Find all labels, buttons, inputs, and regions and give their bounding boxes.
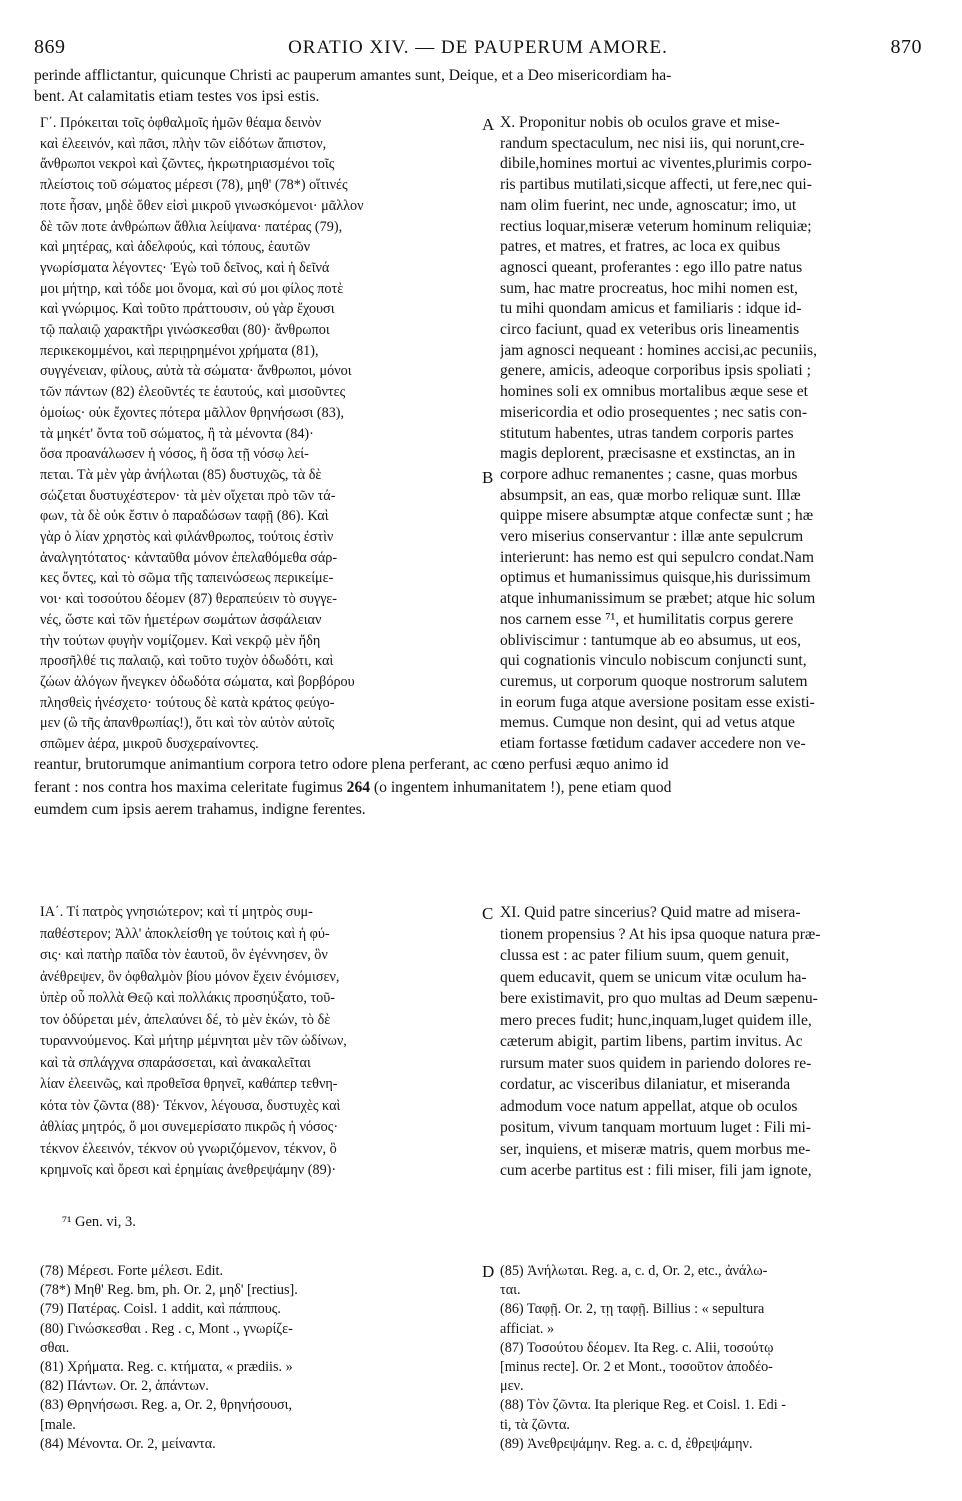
note-line: (80) Γινώσκεσθαι . Reg . c, Mont ., γνωρίζε- (40, 1320, 293, 1337)
latin-text-line: nos carnem esse ⁷¹, et humilitatis corpus gerere (500, 610, 794, 628)
greek-text-line: σις· καὶ πατὴρ παῖδα τὸν ἑαυτοῦ, ὃν ἐγέννησεν, ὃν (40, 947, 328, 963)
latin-column-section-x (500, 113, 924, 755)
greek-text-line: τον ὀδύρεται μέν, ἀπελαύνει δέ, τὸ μὲν ἑκών, τὸ δὲ (40, 1011, 331, 1028)
greek-text-line: ἀνέθρεψεν, ὃν ὀφθαλμὸν βίου μόνον ἔχειν ἐνόμισεν, (40, 968, 340, 985)
opening-paragraph (34, 66, 922, 107)
latin-text-line: tu mihi quondam amicus et familiaris : idque id- (500, 300, 802, 318)
text-line: bent. At calamitatis etiam testes vos ipsi estis. (34, 87, 320, 105)
greek-text-line: ζώων ἀλόγων ἤνεγκεν ὀδωδότα σώματα, καὶ βορβόρου (40, 673, 355, 690)
note-line: (83) Θρηνήσωσι. Reg. a, Or. 2, θρηνήσουσι, (40, 1397, 293, 1414)
note-line: μεν. (500, 1378, 524, 1395)
latin-text-line: in eorum fuga atque aversione positam esse existi- (500, 693, 815, 711)
latin-text-line: patres, et matres, et fratres, ac loca ex quibus (500, 238, 781, 256)
greek-text-line: ἄνθρωποι νεκροὶ καὶ ζῶντες, ἠκρωτηριασμένοι τοῖς (40, 156, 335, 173)
greek-text-line: γνωρίσματα λέγοντες· Ἐγὼ τοῦ δεῖνος, καὶ ἡ δεῖνά (40, 259, 330, 276)
latin-text-line: cum acerbe partitus est : fili miser, fili jam ignote, (500, 1162, 812, 1179)
greek-text-line: καὶ γνώριμος. Καὶ τοῦτο πράττουσιν, οὐ γὰρ ἔχουσι (40, 301, 335, 318)
latin-text-line: misericordia et odio prosequentes ; nec satis con- (500, 403, 808, 421)
latin-text-line: jam agnosci nequeant : homines accisi,ac pecuniis, (500, 341, 817, 359)
greek-text-line: καὶ μητέρας, καὶ ἀδελφούς, καὶ τόπους, ἑαυτῶν (40, 239, 311, 256)
greek-text-line: τῶν πάντων (82) ἐλεοῦντές τε ἑαυτούς, καὶ μισοῦντες (40, 384, 346, 401)
note-line: (87) Τοσούτου δέομεν. Ita Reg. c. Alii, τοσούτῳ (500, 1339, 774, 1356)
greek-text-line: γὰρ ὁ λίαν χρηστὸς καὶ φιλάνθρωπος, τούτοις ἐστὶν (40, 529, 334, 546)
greek-text-line: φων, τὰ δὲ οὐκ ἔστιν ὁ παραδώσων ταφῇ (86). Καὶ (40, 508, 329, 525)
text-line (34, 777, 922, 800)
note-line: (88) Τὸν ζῶντα. Ita plerique Reg. et Coisl. 1. Edi - (500, 1397, 786, 1414)
note-line: [male. (40, 1416, 76, 1433)
latin-text-line: cordatur, ac visceribus dilaniatur, et miseranda (500, 1076, 791, 1093)
greek-text-line: πλείστοις τοῦ σώματος μέρεσι (78), μηθ' (78*) οἵτινές (40, 177, 348, 194)
greek-text-line: καὶ ἐλεεινόν, καὶ πᾶσι, πλὴν τῶν εἰδότων ἄπιστον, (40, 135, 327, 152)
greek-text-line: πλησθεὶς ἠνέσχετο· τούτους δὲ κατὰ κράτος φεύγο- (40, 694, 335, 711)
greek-text-line: προσῆλθέ τις παλαιῷ, καὶ τοῦτο τυχὸν ὀδωδότι, καὶ (40, 653, 334, 670)
note-line: afficiat. » (500, 1320, 555, 1337)
latin-text-line: X. Proponitur nobis ob oculos grave et mise- (500, 114, 780, 131)
note-line: ti, τὰ ζῶντα. (500, 1416, 570, 1433)
margin-letter-a: A (482, 115, 495, 134)
latin-text-line: rectius loquar,miseræ veterum hominum reliquiæ; (500, 217, 812, 235)
latin-text-line: tionem propensius ? At his ipsa quoque natura præ- (500, 925, 821, 943)
note-line: (85) Ἀνήλωται. Reg. a, c. d, Or. 2, etc., ἀνάλω- (500, 1263, 768, 1279)
latin-text-line: positum, vivum tanquam mortuum luget : Fili mi- (500, 1119, 811, 1136)
latin-text-line: memus. Cumque non desint, qui ad vetus atque (500, 714, 795, 732)
greek-column-section-xi (40, 902, 478, 1182)
text-span: (o ingentem inhumanitatem !), pene etiam quod (370, 778, 672, 796)
margin-letter-c: C (482, 904, 494, 923)
latin-text-line: admodum voce natum appellat, atque ob oculos (500, 1097, 798, 1115)
latin-text-line: nam olim fuerint, nec unde, agnoscatur; imo, ut (500, 196, 797, 214)
running-header (34, 36, 922, 62)
greek-text-line: καὶ τὰ σπλάγχνα σπαράσσεται, καὶ ἀνακαλεῖται (40, 1054, 311, 1071)
latin-text-line: curemus, ut corporum quoque nostrorum salutem (500, 672, 808, 690)
greek-text-line: συγγένειαν, φίλους, αὐτὰ τὰ σώματα· ἄνθρωποι, μόνοι (40, 363, 352, 380)
greek-text-line: κρημνοῖς καὶ ὄρεσι καὶ ἐρημίαις ἀνεθρεψάμην (89)· (40, 1162, 337, 1178)
latin-text-line: atque inhumanissimum se præbet; atque hic solum (500, 590, 816, 608)
latin-text-line: mero preces fudit; hunc,inquam,luget quidem ille, (500, 1011, 812, 1029)
text-line: perinde afflictantur, quicunque Christi ac pauperum amantes sunt, Deique, et a Deo misericordiam ha- (34, 67, 672, 84)
latin-text-line: magis deplorent, præcisasne et exstinctas, an in (500, 445, 796, 463)
note-line: (78*) Μηθ' Reg. bm, ph. Or. 2, μηδ' [rectius]. (40, 1282, 298, 1299)
margin-letter-b: B (482, 468, 494, 487)
greek-text-line: νές, ὥστε καὶ τῶν ἡμετέρων σωμάτων ἀσφάλειαν (40, 611, 322, 628)
latin-text-line: genere, amicis, adeoque corporibus ipsis spoliati ; (500, 362, 811, 380)
greek-column-section-x (40, 113, 478, 755)
greek-text-line: ΙΑ΄. Τί πατρὸς γνησιώτερον; καὶ τί μητρὸς συμ- (40, 904, 313, 920)
latin-text-line: XI. Quid patre sincerius? Quid matre ad misera- (500, 904, 801, 921)
critical-notes-left (40, 1262, 480, 1454)
text-line: eumdem cum ipsis aerem trahamus, indigne ferentes. (34, 801, 366, 818)
latin-text-line: vero miserius conservantur : illæ ante sepulcrum (500, 528, 804, 546)
latin-text-line: quem educavit, quem se unicum vitæ oculum ha- (500, 968, 807, 986)
greek-text-line: ἀθλίας μητρός, ὅ μοι συνεμερίσατο πικρῶς ἡ νόσος· (40, 1119, 339, 1135)
latin-text-line: bere existimavit, pro quo multas ad Deum sæpenu- (500, 990, 818, 1007)
greek-text-line: κότα τὸν ζῶντα (88)· Τέκνον, λέγουσα, δυστυχὲς καὶ (40, 1097, 341, 1114)
running-title: ORATIO XIV. — DE PAUPERUM AMORE. (288, 37, 668, 58)
text-span: ferant : nos contra hos maxima celeritate fugimus (34, 778, 347, 796)
note-line: (84) Μένοντα. Or. 2, μείναντα. (40, 1435, 216, 1452)
footnote-71: ⁷¹ Gen. vi, 3. (62, 1214, 136, 1230)
full-width-continuation (34, 754, 922, 822)
latin-text-line: stitutum habentes, utras tandem corporis partes (500, 424, 794, 442)
greek-text-line: μοι μήτηρ, καὶ τόδε μοι ὄνομα, καὶ σύ μοι φίλος ποτὲ (40, 280, 344, 297)
right-page-number: 870 (890, 36, 922, 58)
note-line: (78) Μέρεσι. Forte μέλεσι. Edit. (40, 1263, 223, 1279)
latin-text-line: interierunt: has nemo est qui sepulcro condat.Nam (500, 548, 814, 566)
greek-text-line: ποτε ἦσαν, μηδὲ ὅθεν εἰσὶ μικροῦ γινωσκόμενοι· μᾶλλον (40, 197, 364, 214)
column-number: 264 (346, 778, 371, 796)
greek-text-line: κες ὄντες, καὶ τὸ σῶμα τῆς ταπεινώσεως περικείμε- (40, 570, 334, 587)
margin-letter-d: D (482, 1262, 495, 1281)
latin-text-line: etiam fortasse fœtidum cadaver accedere non ve- (500, 735, 806, 753)
greek-text-line: τὰ μηκέτ' ὄντα τοῦ σώματος, ἢ τὰ μένοντα (84)· (40, 425, 314, 442)
greek-text-line: τέκνον ἐλεεινόν, τέκνον οὐ γνωριζόμενον, τέκνον, ὃ (40, 1140, 337, 1157)
text-line: reantur, brutorumque animantium corpora tetro odore plena perferant, ac cœno perfusi æquo animo id (34, 756, 669, 773)
greek-text-line: ἀναλγητότατος· κἀνταῦθα μόνον ἐπελαθόμεθα σάρ- (40, 549, 338, 566)
latin-text-line: ris partibus mutilati,sicque affecti, ut fere,nec qui- (500, 176, 812, 194)
greek-text-line: δὲ τῶν ποτε ἀνθρώπων ἄθλια λείψανα· πατέρας (79), (40, 218, 343, 235)
greek-text-line: τὴν τούτων φυγὴν νομίζομεν. Καὶ νεκρῷ μὲν ἤδη (40, 632, 321, 649)
latin-text-line: quippe misere absumptæ atque confectæ sunt ; hæ (500, 507, 814, 525)
greek-text-line: τῷ παλαιῷ χαρακτῆρι γινώσκεσθαι (80)· ἄνθρωποι (40, 322, 330, 339)
greek-text-line: λίαν ἐλεεινῶς, καὶ προθεῖσα θρηνεῖ, καθάπερ τεθνη- (40, 1076, 338, 1092)
greek-text-line: μεν (ὢ τῆς ἀπανθρωπίας!), ὅτι καὶ τὸν αὐτὸν αὐτοῖς (40, 715, 335, 732)
greek-text-line: πεται. Τὰ μὲν γὰρ ἀνήλωται (85) δυστυχῶς, τὰ δὲ (40, 466, 322, 483)
greek-text-line: ὁμοίως· οὐκ ἔχοντες πότερα μᾶλλον θρηνήσωσι (83), (40, 404, 345, 421)
note-line: (89) Ἀνεθρεψάμην. Reg. a. c. d, ἐθρεψάμην. (500, 1435, 753, 1452)
greek-text-line: Γ΄. Πρόκειται τοῖς ὀφθαλμοῖς ἡμῶν θέαμα δεινὸν (40, 115, 322, 131)
latin-text-line: ser, inquiens, et miseræ matris, quem morbus me- (500, 1140, 811, 1158)
greek-text-line: τυραννούμενος. Καὶ μήτηρ μέμνηται μὲν τῶν ὠδίνων, (40, 1033, 347, 1049)
latin-text-line: dibile,homines mortui ac viventes,plurimis corpo- (500, 155, 812, 173)
critical-notes-right (500, 1262, 924, 1454)
latin-text-line: obliviscimur : tantumque ab eo absumus, ut eos, (500, 631, 802, 649)
latin-text-line: cæterum abigit, partim libens, partim invitus. Ac (500, 1033, 803, 1050)
greek-text-line: ὅσα προανάλωσεν ἡ νόσος, ἢ ὅσα τῇ νόσῳ λεί- (40, 446, 309, 463)
note-line: (81) Χρήματα. Reg. c. κτήματα, « prædiis. » (40, 1359, 293, 1376)
latin-text-line: clussa est : ac pater filium suum, quem genuit, (500, 947, 790, 964)
note-line: (79) Πατέρας. Coisl. 1 addit, καὶ πάππους. (40, 1301, 281, 1318)
greek-text-line: παθέστερον; Ἀλλ' ἀποκλείσθη γε τούτοις καὶ ἡ φύ- (40, 925, 330, 942)
note-line: [minus recte]. Or. 2 et Mont., τοσοῦτον ἀποδέο- (500, 1359, 773, 1376)
latin-text-line: randum spectaculum, nec nisi iis, qui norunt,cre- (500, 134, 805, 152)
greek-text-line: σώζεται δυστυχέστερον· τὰ μὲν οἴχεται πρὸ τῶν τά- (40, 487, 336, 504)
latin-text-line: rursum mater suos quidem in pariendo dolores re- (500, 1054, 812, 1072)
greek-text-line: ὑπὲρ οὗ πολλὰ Θεῷ καὶ πολλάκις προσηύξατο, τοῦ- (40, 990, 336, 1006)
latin-text-line: corpore adhuc remanentes ; casne, quas morbus (500, 465, 798, 483)
latin-text-line: sum, hac matre procreatus, hoc mihi nomen est, (500, 279, 798, 297)
latin-text-line: qui cognationis vinculo nobiscum conjuncti sunt, (500, 652, 807, 670)
note-line: (86) Ταφῇ. Or. 2, τῃ ταφῇ. Billius : « sepultura (500, 1301, 765, 1318)
left-page-number: 869 (34, 36, 66, 58)
greek-text-line: περικεκομμένοι, καὶ περιῃρημένοι χρήματα (81), (40, 342, 319, 359)
note-line: (82) Πάντων. Or. 2, ἁπάντων. (40, 1378, 209, 1395)
latin-text-line: agnosci queant, proferantes : ego illo patre natus (500, 258, 803, 276)
latin-text-line: homines soli ex omnibus mortalibus æque sese et (500, 383, 808, 401)
note-line: ται. (500, 1282, 521, 1299)
greek-text-line: νοι· καὶ τοσούτου δέομεν (87) θεραπεύειν τὸ συγγε- (40, 591, 337, 608)
latin-text-line: circo faciunt, quad ex veteribus oris lineamentis (500, 321, 800, 339)
greek-text-line: σπῶμεν ἀέρα, μικροῦ δυσχεραίνοντες. (40, 736, 259, 753)
note-line: σθαι. (40, 1339, 70, 1356)
latin-column-section-xi (500, 902, 924, 1182)
latin-text-line: optimus et humanissimus quisque,his durissimum (500, 569, 811, 587)
latin-text-line: absumpsit, an eas, quæ morbo reliquæ sunt. Illæ (500, 486, 801, 504)
